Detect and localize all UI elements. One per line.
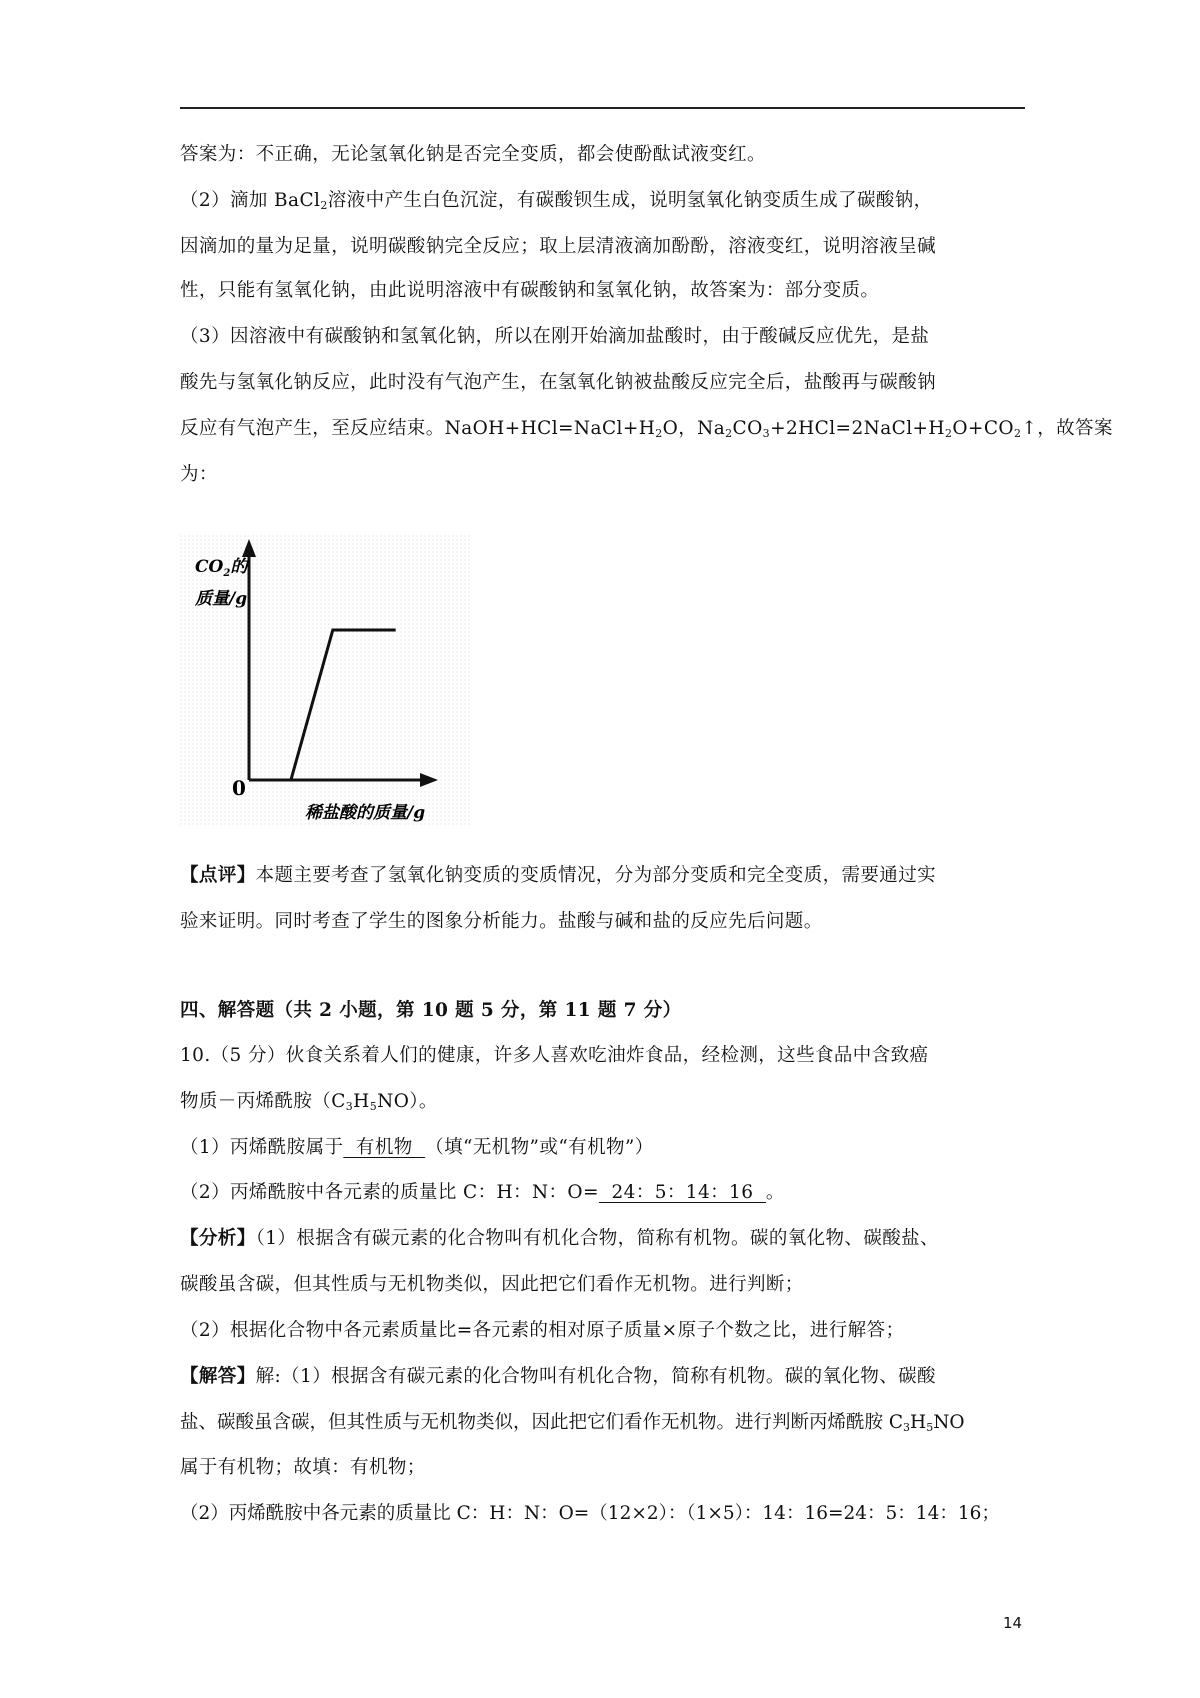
x-axis-label: 稀盐酸的质量/g: [305, 803, 426, 823]
graph-svg: [180, 535, 470, 825]
para-2-line-1: （2）滴加 BaCl$_2$溶液中产生白色沉淀，有碳酸钡生成，说明氢氧化钠变质生成了碳酸钠，: [180, 190, 933, 212]
answer-line-3: 属于有机物；故填：有机物；: [180, 1457, 426, 1478]
origin-label: 0: [232, 776, 246, 800]
section-4-heading: 四、解答题（共 2 小题，第 10 题 5 分，第 11 题 7 分）: [180, 1000, 682, 1021]
q10-part-2-answer: 24：5：14：16: [598, 1182, 766, 1203]
para-2-line-2: 因滴加的量为足量，说明碳酸钠完全反应；取上层清液滴加酚酚，溶液变红，说明溶液呈碱: [180, 236, 937, 257]
para-3-line-3: 反应有气泡产生，至反应结束。$NaOH+HCl=NaCl+H_2O$，$Na_2CO_3+2HCl=2NaCl+H_2O+CO_2↑$，故答案: [180, 418, 1113, 440]
y-label-line2: 质量/g: [195, 589, 248, 609]
q10-part-1-answer: 有机物: [343, 1137, 426, 1158]
analysis-line-3: （2）根据化合物中各元素质量比=各元素的相对原子质量×原子个数之比，进行解答；: [180, 1320, 905, 1341]
para-3-line-4: 为：: [180, 464, 218, 485]
answer-line-2: 盐、碳酸虽含碳，但其性质与无机物类似，因此把它们看作无机物。进行判断丙烯酰胺 $C_3H_5NO$: [180, 1412, 965, 1434]
para-answer-1: 答案为：不正确，无论氢氧化钠是否完全变质，都会使酚酞试液变红。: [180, 144, 766, 165]
q10-part-1: （1）丙烯酰胺属于 有机物 （填“无机物”或“有机物”）: [180, 1137, 654, 1158]
para-2-line-3: 性，只能有氢氧化钠，由此说明溶液中有碳酸钠和氢氧化钠，故答案为：部分变质。: [180, 280, 880, 301]
header-rule: [180, 107, 1025, 109]
para-3-line-1: （3）因溶液中有碳酸钠和氢氧化钠，所以在刚开始滴加盐酸时，由于酸碱反应优先，是盐: [180, 326, 930, 347]
para-3-line-2: 酸先与氢氧化钠反应，此时没有气泡产生，在氢氧化钠被盐酸反应完全后，盐酸再与碳酸钠: [180, 372, 937, 393]
page-number: 14: [1003, 1614, 1023, 1632]
review-line-1: 【点评】本题主要考查了氢氧化钠变质的变质情况，分为部分变质和完全变质，需要通过实: [180, 865, 937, 886]
analysis-line-1: 【分析】（1）根据含有碳元素的化合物叫有机化合物，简称有机物。碳的氧化物、碳酸盐、: [180, 1228, 939, 1249]
q10-part-2: （2）丙烯酰胺中各元素的质量比 C：H：N：O= 24：5：14：16 。: [180, 1182, 785, 1203]
answer-line-4: （2）丙烯酰胺中各元素的质量比 C：H：N：O=（12×2）：（1×5）：14：16=24：5：14：16；: [180, 1503, 1000, 1524]
co2-mass-graph: [180, 535, 470, 825]
review-line-2: 验来证明。同时考查了学生的图象分析能力。盐酸与碱和盐的反应先后问题。: [180, 911, 823, 932]
answer-line-1: 【解答】解:（1）根据含有碳元素的化合物叫有机化合物，简称有机物。碳的氧化物、碳酸: [180, 1366, 936, 1387]
y-label-line1: $CO_2$的: [195, 557, 248, 579]
analysis-line-2: 碳酸虽含碳，但其性质与无机物类似，因此把它们看作无机物。进行判断；: [180, 1274, 804, 1295]
q10-line-1: 10.（5 分）伙食关系着人们的健康，许多人喜欢吃油炸食品，经检测，这些食品中含致癌: [180, 1045, 929, 1066]
q10-line-2: 物质－丙烯酰胺$(C_3H_5NO)$。: [180, 1091, 438, 1113]
